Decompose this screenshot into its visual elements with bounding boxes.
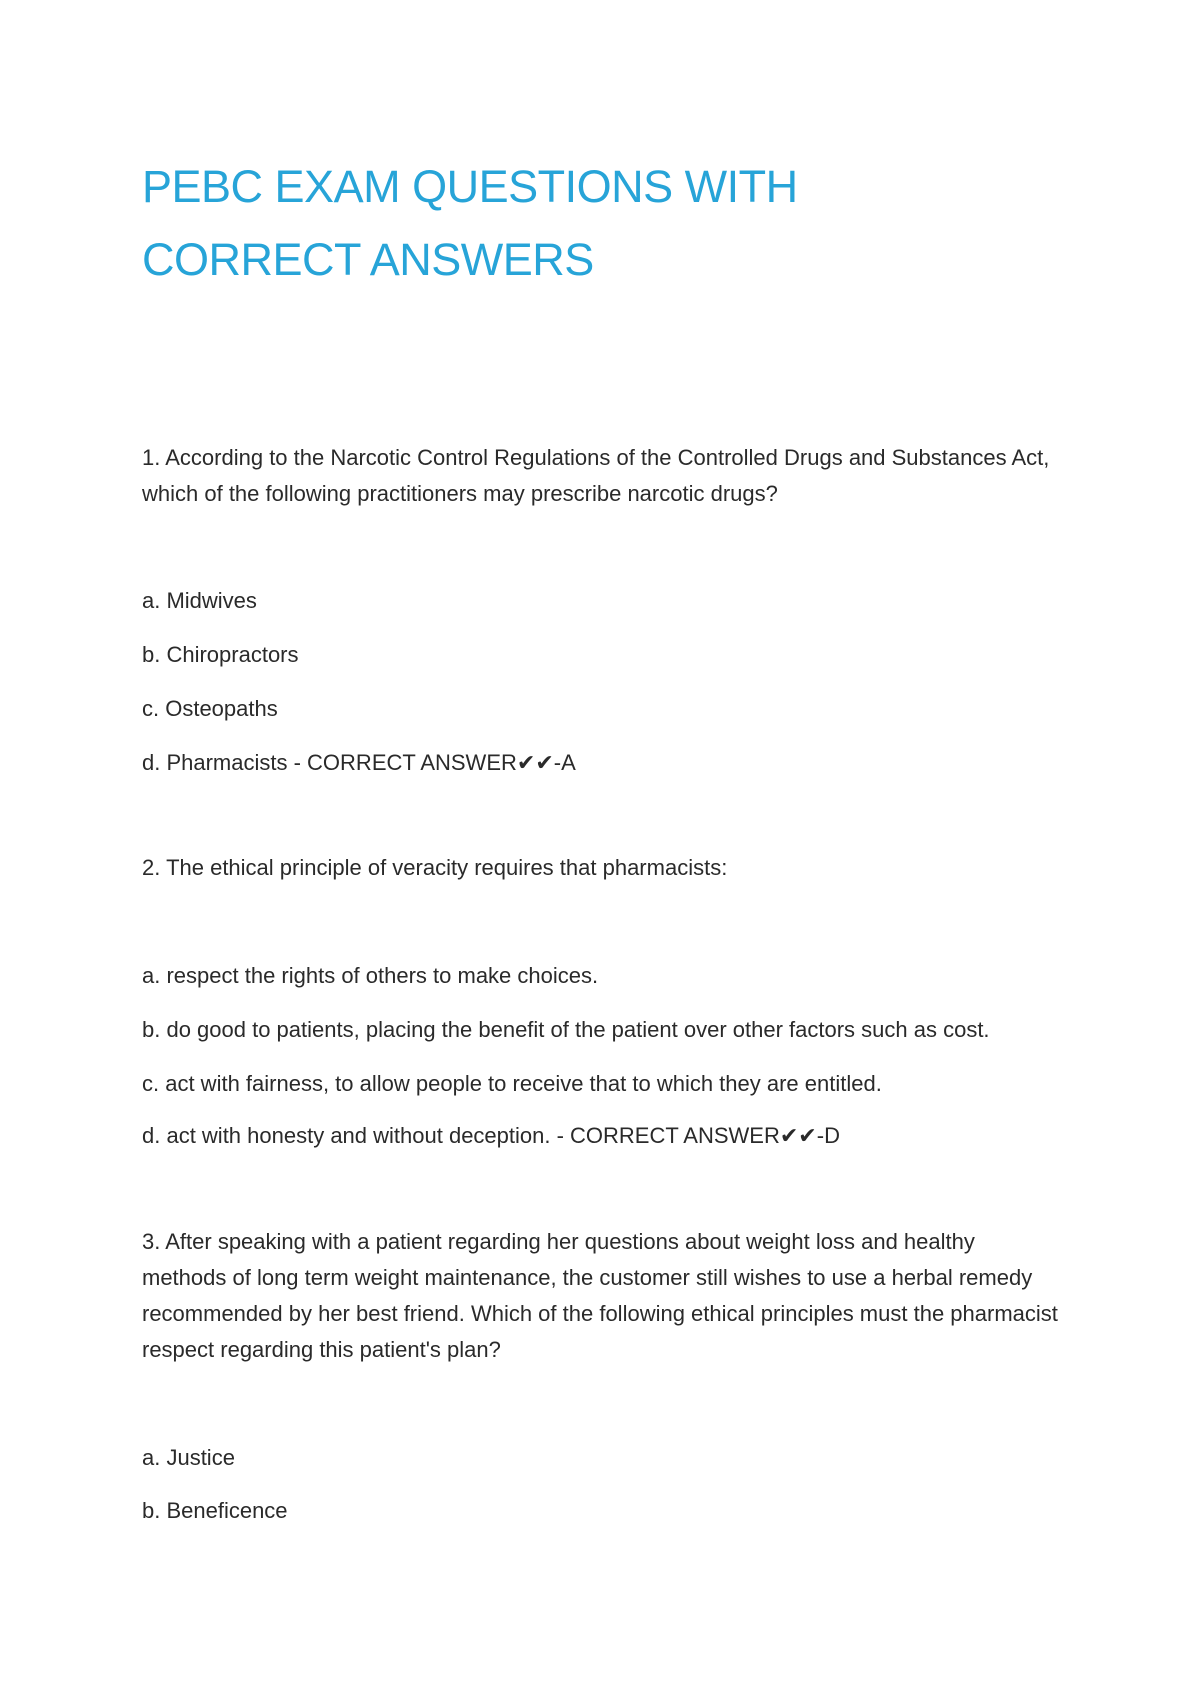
question-3-option-a: a. Justice	[142, 1445, 235, 1470]
question-2-option-d: d. act with honesty and without deception. - CORRECT ANSWER✔✔-D	[142, 1123, 840, 1148]
question-1-option-d: d. Pharmacists - CORRECT ANSWER✔✔-A	[142, 750, 576, 775]
question-1-stem: 1. According to the Narcotic Control Regulations of the Controlled Drugs and Substances Act, which of the following practitioners may prescribe narcotic drugs?	[142, 445, 1050, 506]
question-2-option-c: c. act with fairness, to allow people to receive that to which they are entitled.	[142, 1071, 882, 1096]
document-page	[142, 150, 1062, 1523]
question-3-stem: 3. After speaking with a patient regarding her questions about weight loss and healthy methods of long term weight maintenance, the customer still wishes to use a herbal remedy recommended by her best friend. Which of the following ethical principles must the pharmacist respect regarding this patient's plan?	[142, 1229, 1058, 1362]
question-3-option-b: b. Beneficence	[142, 1498, 288, 1523]
question-1-option-b: b. Chiropractors	[142, 642, 299, 667]
question-1-option-c: c. Osteopaths	[142, 696, 278, 721]
document-title: PEBC EXAM QUESTIONS WITH CORRECT ANSWERS	[142, 161, 798, 285]
question-2-option-a: a. respect the rights of others to make choices.	[142, 963, 599, 988]
question-2-option-b: b. do good to patients, placing the benefit of the patient over other factors such as cost.	[142, 1017, 990, 1042]
question-1-option-a: a. Midwives	[142, 588, 257, 613]
question-2-stem: 2. The ethical principle of veracity requires that pharmacists:	[142, 855, 728, 880]
